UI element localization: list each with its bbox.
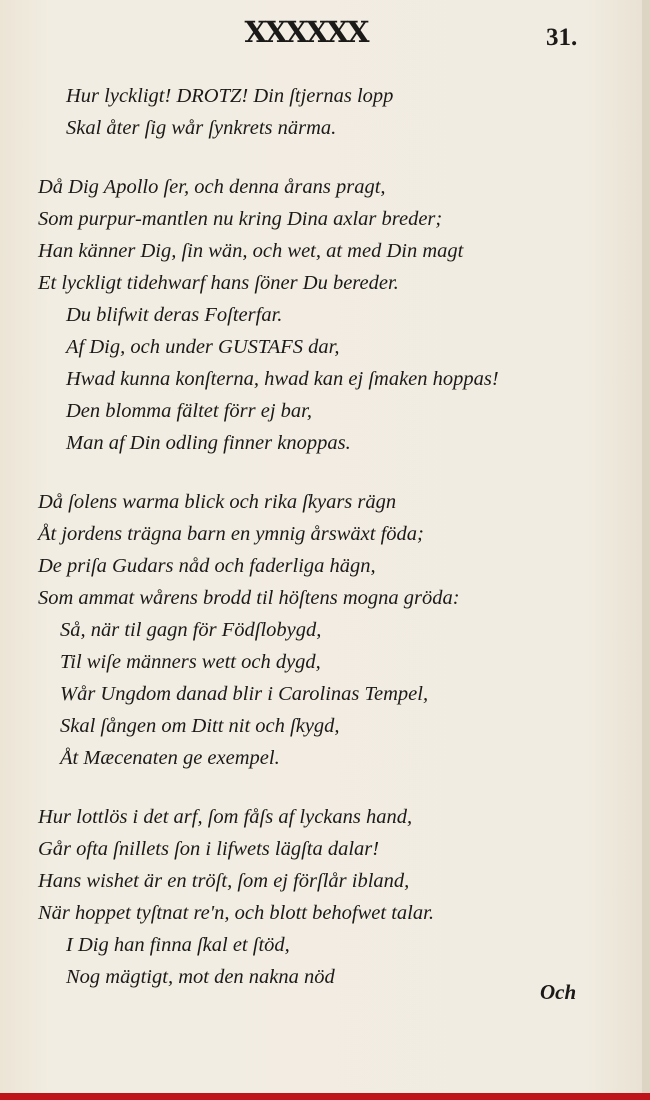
poem-line: I Dig han finna ſkal et ſtöd, — [66, 934, 290, 956]
poem-line: Nog mägtigt, mot den nakna nöd — [66, 966, 335, 988]
stanza-3 — [38, 486, 618, 774]
poem-line: Som ammat wårens brodd til höſtens mogna gröda: — [38, 587, 460, 609]
poem-line: Åt jordens trägna barn en ymnig årswäxt föda; — [38, 523, 424, 545]
poem-line: Den blomma fältet förr ej bar, — [66, 400, 312, 422]
poem-line: De priſa Gudars nåd och faderliga hägn, — [38, 555, 376, 577]
red-bottom-band — [0, 1093, 650, 1100]
poem-line: Hans wishet är en tröſt, ſom ej förſlår ibland, — [38, 870, 410, 892]
poem-line: Han känner Dig, ſin wän, och wet, at med Din magt — [38, 240, 464, 262]
stanza-2 — [38, 171, 618, 459]
poem-line: Et lyckligt tidehwarf hans ſöner Du bereder. — [38, 272, 399, 294]
poem-line: Så, när til gagn för Födſlobygd, — [60, 619, 322, 641]
poem-line: Åt Mæcenaten ge exempel. — [60, 747, 280, 769]
page-edge — [642, 0, 650, 1100]
stanza-4 — [38, 801, 618, 993]
poem-line: Af Dig, och under GUSTAFS dar, — [66, 336, 340, 358]
poem-line: Wår Ungdom danad blir i Carolinas Tempel, — [60, 683, 429, 705]
poem-line: Hwad kunna konſterna, hwad kan ej ſmaken hoppas! — [66, 368, 499, 390]
poem-line: Hur lyckligt! DROTZ! Din ſtjernas lopp — [66, 85, 394, 107]
poem-line: Skal åter ſig wår ſynkrets närma. — [66, 117, 337, 139]
poem-line: När hoppet tyſtnat re'n, och blott behofwet talar. — [38, 902, 434, 924]
poem-line: Hur lottlös i det arf, ſom fåſs af lyckans hand, — [38, 806, 413, 828]
poem-line: Då ſolens warma blick och rika ſkyars rägn — [38, 491, 397, 513]
poem-line: Du blifwit deras Foſterfar. — [66, 304, 283, 326]
header-ornament: XXXXXX — [244, 15, 368, 49]
poem-line: Som purpur-mantlen nu kring Dina axlar breder; — [38, 208, 443, 230]
poem-line: Då Dig Apollo ſer, och denna årans pragt, — [38, 176, 386, 198]
page-number: 31. — [546, 24, 578, 51]
poem-line: Til wiſe männers wett och dygd, — [60, 651, 321, 673]
catchword: Och — [540, 980, 577, 1004]
stanza-1 — [38, 80, 618, 144]
poem-line: Skal ſången om Ditt nit och ſkygd, — [60, 715, 340, 737]
poem-line: Går ofta ſnillets ſon i lifwets lägſta dalar! — [38, 838, 380, 860]
poem-text — [38, 80, 618, 1020]
poem-line: Man af Din odling finner knoppas. — [66, 432, 351, 454]
